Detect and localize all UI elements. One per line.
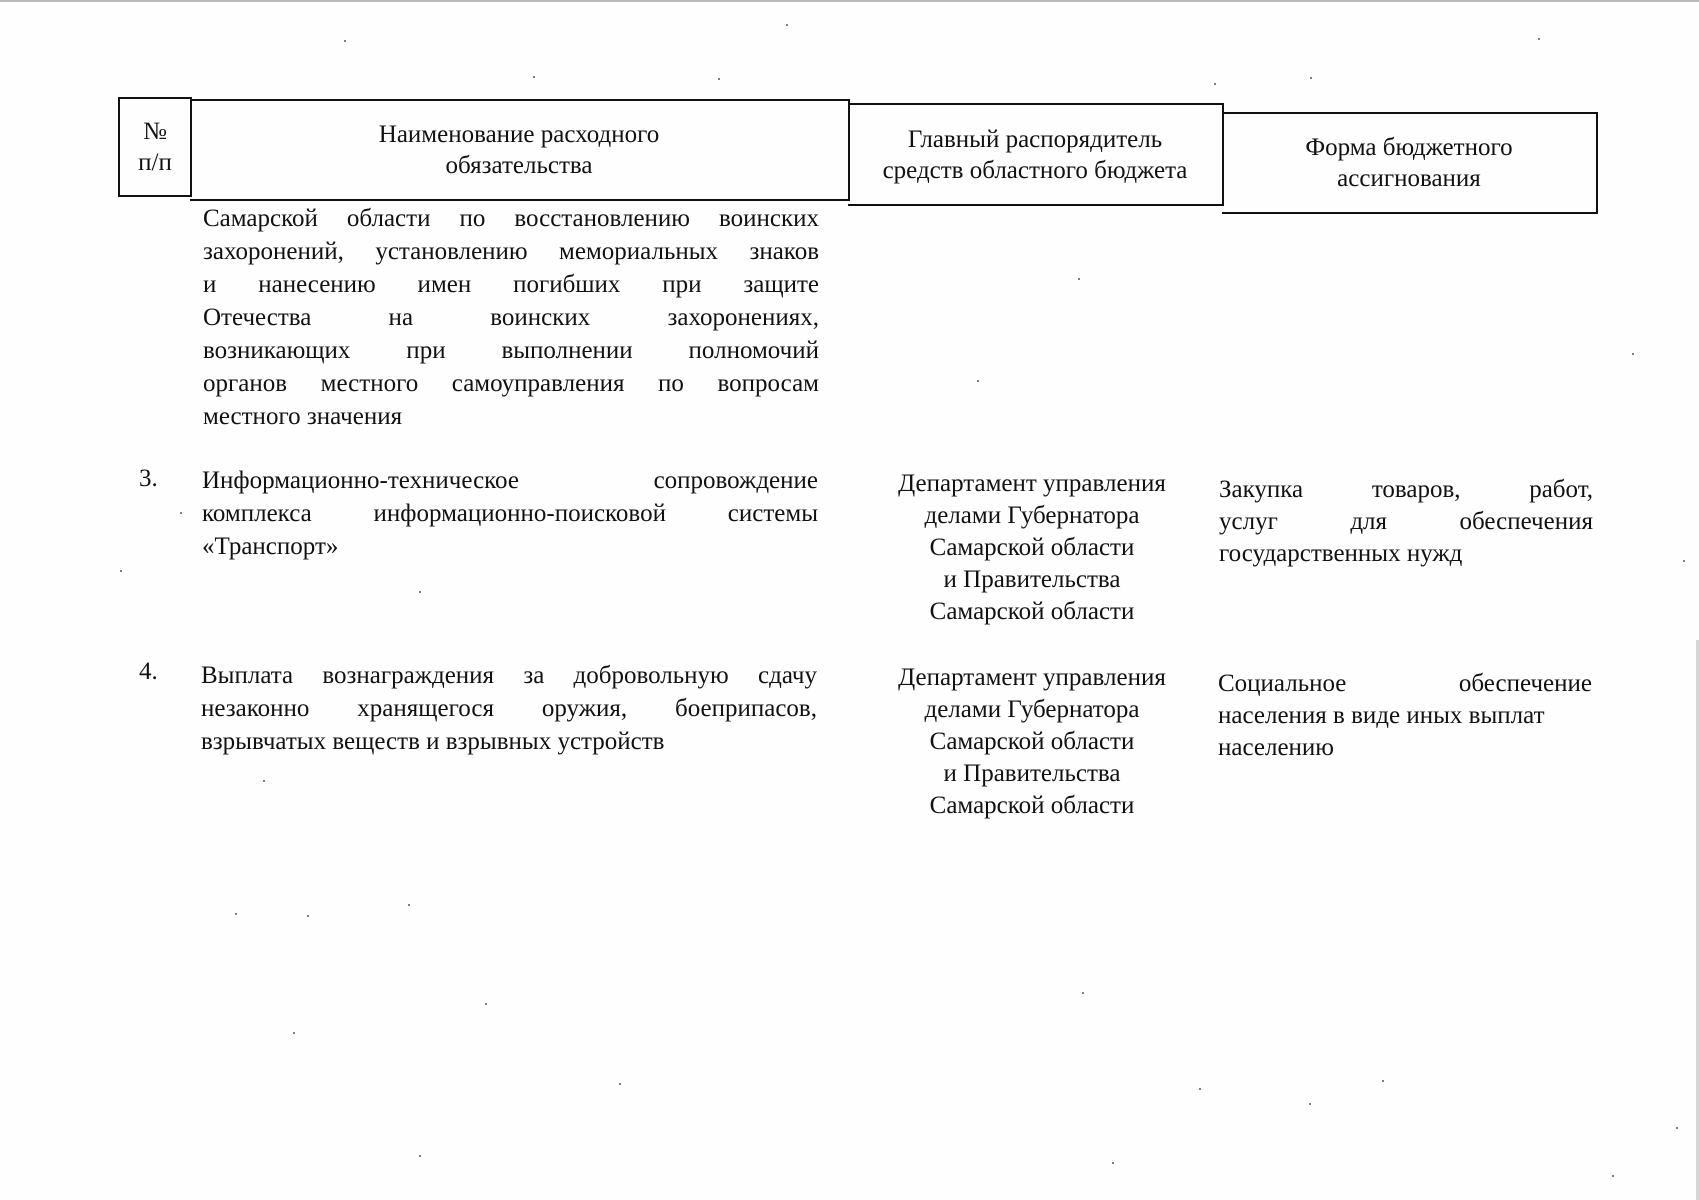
- row-admin-line: Департамент управления: [898, 470, 1166, 497]
- row-admin-line: Департамент управления: [898, 664, 1166, 691]
- continued-row-line: Самарской области по восстановлению воинских: [203, 205, 819, 232]
- row-number: 3.: [139, 465, 158, 492]
- scan-speck: [619, 1083, 621, 1085]
- scan-speck: [1082, 992, 1084, 994]
- header-form-label: Форма бюджетного ассигнования: [1305, 134, 1513, 192]
- header-admin-cell: [848, 103, 1224, 206]
- scan-speck: [419, 1155, 421, 1157]
- scan-speck: [977, 380, 979, 382]
- scan-speck: [293, 1032, 295, 1034]
- continued-row-line: органов местного самоуправления по вопросам: [203, 370, 819, 397]
- scan-speck: [1683, 560, 1685, 562]
- row-name-line: незаконно хранящегося оружия, боеприпасов,: [201, 695, 817, 722]
- scan-speck: [1078, 278, 1080, 280]
- scan-speck: [786, 24, 788, 26]
- header-name-cell: [190, 99, 850, 201]
- row-number: 4.: [139, 658, 158, 685]
- row-form-line: Социальное обеспечение: [1218, 670, 1592, 697]
- row-name: [201, 659, 817, 758]
- row-admin-line: Самарской области: [929, 598, 1135, 625]
- row-admin-line: и Правительства: [943, 566, 1121, 593]
- header-number-cell: [118, 97, 192, 197]
- continued-row-line: захоронений, установлению мемориальных знаков: [203, 238, 819, 265]
- header-admin-label: Главный распорядитель средств областного бюджета: [882, 125, 1188, 184]
- row-name: [202, 464, 818, 563]
- scan-speck: [533, 76, 535, 78]
- row-form-line: Закупка товаров, работ,: [1219, 476, 1593, 503]
- scan-speck: [1199, 1088, 1201, 1090]
- scan-speck: [1382, 1080, 1384, 1082]
- scan-speck: [1612, 1175, 1614, 1177]
- scan-speck: [419, 591, 421, 593]
- continued-row-line: и нанесению имен погибших при защите: [203, 271, 819, 298]
- scan-speck: [408, 904, 410, 906]
- scan-speck: [1632, 353, 1634, 355]
- row-form-line: населения в виде иных выплат: [1218, 702, 1545, 729]
- continued-row-line: Отечества на воинских захоронениях,: [203, 304, 819, 331]
- scan-speck: [1676, 1127, 1678, 1129]
- continued-row-name: [203, 202, 819, 433]
- row-admin-line: делами Губернатора: [924, 696, 1140, 723]
- row-admin: [862, 662, 1202, 822]
- scan-speck: [344, 40, 346, 42]
- row-admin-line: и Правительства: [943, 760, 1121, 787]
- row-form-line: населению: [1218, 734, 1334, 761]
- scan-speck: [718, 78, 720, 80]
- scan-speck: [307, 915, 309, 917]
- row-name-line: комплекса информационно-поисковой системы: [202, 500, 818, 527]
- row-admin: [862, 468, 1202, 628]
- scan-speck: [263, 780, 265, 782]
- scan-speck: [1538, 38, 1540, 40]
- scan-speck: [120, 570, 122, 572]
- scan-speck: [1214, 83, 1216, 85]
- row-form-line: государственных нужд: [1219, 540, 1463, 567]
- row-admin-line: Самарской области: [929, 728, 1135, 755]
- scan-speck: [1310, 77, 1312, 79]
- row-form: [1218, 668, 1592, 764]
- row-form: [1219, 474, 1593, 570]
- scan-speck: [1309, 1103, 1311, 1105]
- continued-row-line: возникающих при выполнении полномочий: [203, 337, 819, 364]
- header-name-label: Наименование расходного обязательства: [378, 121, 660, 179]
- row-name-line: «Транспорт»: [202, 533, 339, 560]
- row-admin-line: делами Губернатора: [924, 502, 1140, 529]
- row-form-line: услуг для обеспечения: [1219, 508, 1593, 535]
- scan-top-edge: [0, 0, 1699, 2]
- scan-speck: [1112, 1162, 1114, 1164]
- header-form-cell: [1222, 112, 1598, 214]
- scan-speck: [180, 512, 182, 514]
- scan-speck: [485, 1003, 487, 1005]
- row-name-line: взрывчатых веществ и взрывных устройств: [201, 728, 665, 755]
- header-number-label: № п/п: [138, 118, 172, 176]
- row-admin-line: Самарской области: [929, 792, 1135, 819]
- scan-speck: [235, 913, 237, 915]
- row-name-line: Выплата вознаграждения за добровольную сдачу: [201, 662, 817, 689]
- row-name-line: Информационно-техническое сопровождение: [202, 467, 818, 494]
- continued-row-line: местного значения: [203, 403, 403, 430]
- row-admin-line: Самарской области: [929, 534, 1135, 561]
